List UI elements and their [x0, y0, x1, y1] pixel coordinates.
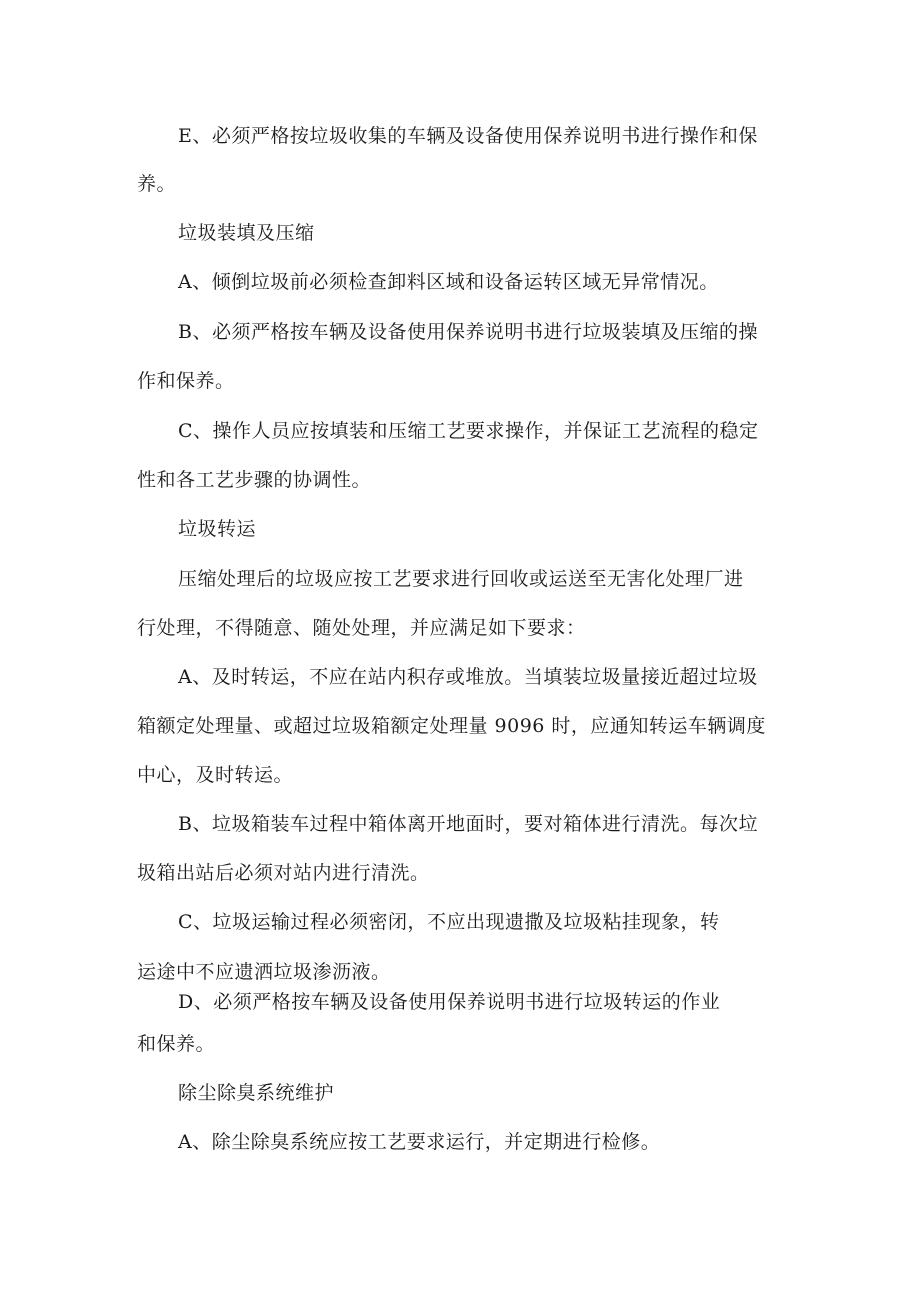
- heading-dust-odor: 除尘除臭系统维护: [178, 1082, 335, 1104]
- para-d2-line1: D、必须严格按车辆及设备使用保养说明书进行垃圾转运的作业: [178, 991, 721, 1013]
- heading-loading-compression: 垃圾装填及压缩: [178, 222, 315, 244]
- para-a2-line1: A、及时转运，不应在站内积存或堆放。当填装垃圾量接近超过垃圾: [178, 666, 758, 688]
- para-b2-line1: B、垃圾箱装车过程中箱体离开地面时，要对箱体进行清洗。每次垃: [178, 813, 758, 835]
- para-e-line1: E、必须严格按垃圾收集的车辆及设备使用保养说明书进行操作和保: [178, 125, 758, 147]
- para-a3: A、除尘除臭系统应按工艺要求运行，并定期进行检修。: [178, 1131, 661, 1153]
- heading-transport: 垃圾转运: [178, 518, 257, 540]
- para-c2-line2: 运途中不应遗洒垃圾渗沥液。: [137, 961, 391, 983]
- para-a2-line3: 中心，及时转运。: [137, 764, 294, 786]
- para-intro-line1: 压缩处理后的垃圾应按工艺要求进行回收或运送至无害化处理厂进: [178, 568, 744, 590]
- para-c2-line1: C、垃圾运输过程必须密闭，不应出现遗撒及垃圾粘挂现象，转: [178, 911, 720, 933]
- para-a1: A、倾倒垃圾前必须检查卸料区域和设备运转区域无异常情况。: [178, 271, 719, 293]
- para-b2-line2: 圾箱出站后必须对站内进行清洗。: [137, 862, 430, 884]
- para-b1-line1: B、必须严格按车辆及设备使用保养说明书进行垃圾装填及压缩的操: [178, 321, 758, 343]
- para-b1-line2: 作和保养。: [137, 370, 235, 392]
- para-e-line2: 养。: [137, 173, 177, 195]
- para-intro-line2: 行处理，不得随意、随处处理，并应满足如下要求：: [137, 617, 586, 639]
- para-c1-line1: C、操作人员应按填装和压缩工艺要求操作，并保证工艺流程的稳定: [178, 420, 759, 442]
- para-d2-line2: 和保养。: [137, 1033, 216, 1055]
- para-a2-line2: 箱额定处理量、或超过垃圾箱额定处理量 9096 时，应通知转运车辆调度: [137, 715, 766, 737]
- para-c1-line2: 性和各工艺步骤的协调性。: [137, 469, 372, 491]
